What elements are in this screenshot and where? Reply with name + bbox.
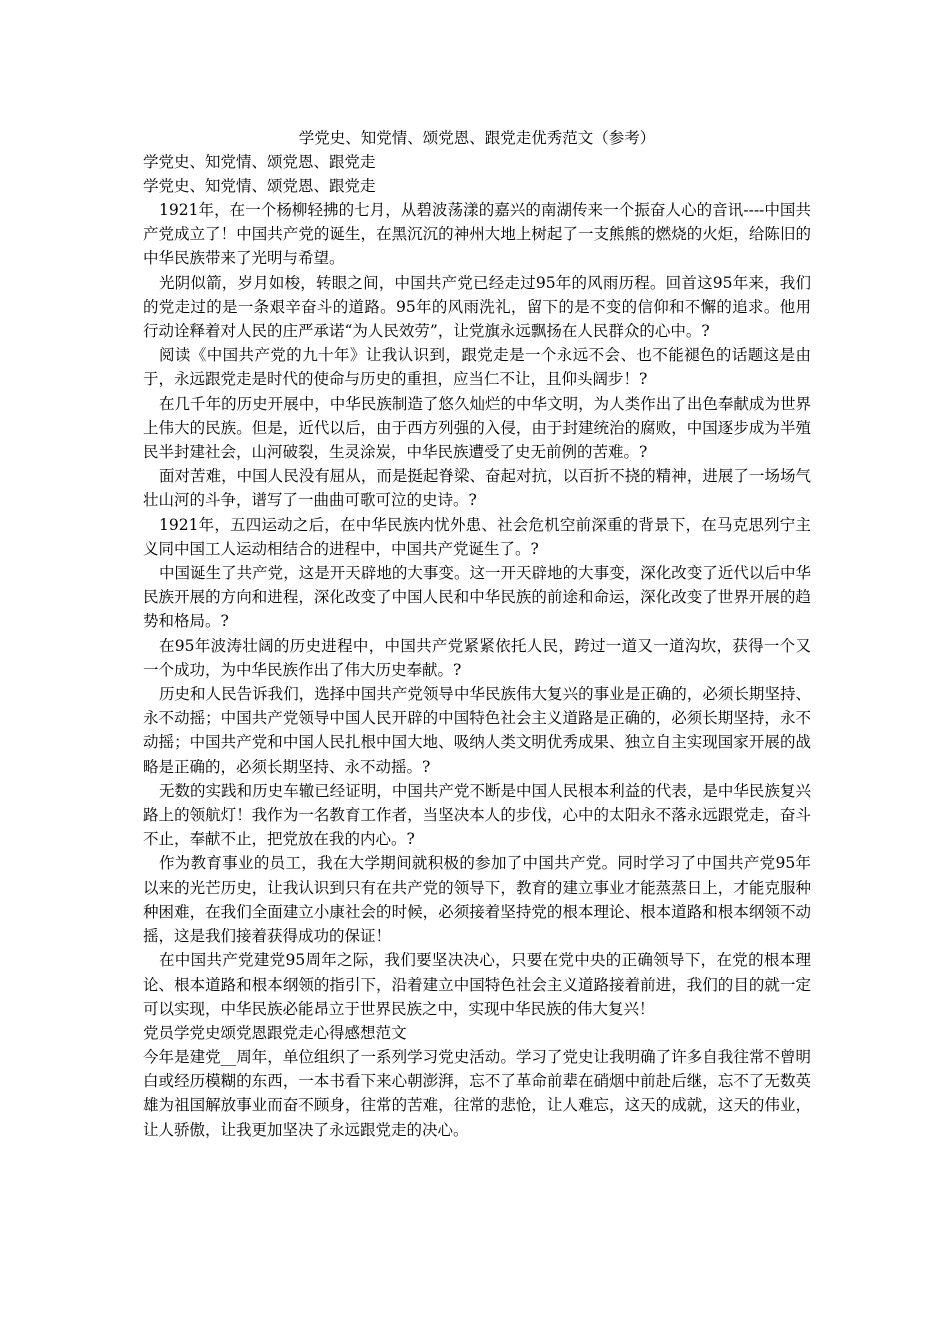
document-subtitle-1: 学党史、知党情、颂党恩、跟党走 bbox=[143, 153, 376, 171]
paragraph-10: 无数的实践和历史车辙已经证明，中国共产党不断是中国人民根本利益的代表，是中华民族复兴路上的领航灯！我作为一名教育工作者，当坚决本人的步伐，心中的太阳永不落永远跟党走，奋斗不止，奉献不止，把党放在我的内心。? bbox=[143, 781, 811, 849]
paragraph-7: 中国诞生了共产党，这是开天辟地的大事变。这一开天辟地的大事变，深化改变了近代以后中华民族开展的方向和进程，深化改变了中国人民和中华民族的前途和命运，深化改变了世界开展的趋势和格局。? bbox=[143, 564, 811, 631]
section-title: 党员学党史颂党恩跟党走心得感想范文 bbox=[143, 1023, 407, 1042]
document-page bbox=[143, 126, 811, 1142]
document-title: 学党史、知党情、颂党恩、跟党走优秀范文（参考） bbox=[298, 129, 656, 147]
document-subtitle-2: 学党史、知党情、颂党恩、跟党走 bbox=[143, 177, 376, 195]
paragraph-12: 在中国共产党建党95周年之际，我们要坚决决心，只要在党中央的正确领导下，在党的根本理论、根本道路和根本纲领的指引下，沿着建立中国特色社会主义道路接着前进，我们的目的就一定可以实现，中华民族必能昂立于世界民族之中，实现中华民族的伟大复兴！ bbox=[143, 951, 811, 1018]
paragraph-2: 光阴似箭，岁月如梭，转眼之间，中国共产党已经走过95年的风雨历程。回首这95年来，我们的党走过的是一条艰辛奋斗的道路。95年的风雨洗礼，留下的是不变的信仰和不懈的追求。他用行动诠释着对人民的庄严承诺“为人民效劳”，让党旗永远飘扬在人民群众的心中。? bbox=[143, 273, 811, 341]
paragraph-5: 面对苦难，中国人民没有屈从，而是挺起脊梁、奋起对抗，以百折不挠的精神，进展了一场场气壮山河的斗争，谱写了一曲曲可歌可泣的史诗。? bbox=[143, 467, 811, 510]
paragraph-1: 1921年，在一个杨柳轻拂的七月，从碧波荡漾的嘉兴的南湖传来一个振奋人心的音讯----中国共产党成立了！中国共产党的诞生，在黑沉沉的神州大地上树起了一支熊熊的燃烧的火炬，给陈旧的中华民族带来了光明与希望。 bbox=[143, 201, 811, 268]
paragraph-4: 在几千年的历史开展中，中华民族制造了悠久灿烂的中华文明，为人类作出了出色奉献成为世界上伟大的民族。但是，近代以后，由于西方列强的入侵，由于封建统治的腐败，中国逐步成为半殖民半封建社会，山河破裂，生灵涂炭，中华民族遭受了史无前例的苦难。? bbox=[143, 394, 811, 462]
paragraph-3: 阅读《中国共产党的九十年》让我认识到，跟党走是一个永远不会、也不能褪色的话题这是由于，永远跟党走是时代的使命与历史的重担，应当仁不让，且仰头阔步！? bbox=[143, 346, 811, 389]
paragraph-8: 在95年波涛壮阔的历史进程中，中国共产党紧紧依托人民，跨过一道又一道沟坎，获得一个又一个成功，为中华民族作出了伟大历史奉献。? bbox=[143, 636, 811, 679]
paragraph-11: 作为教育事业的员工，我在大学期间就积极的参加了中国共产党。同时学习了中国共产党95年以来的光芒历史，让我认识到只有在共产党的领导下，教育的建立事业才能蒸蒸日上，才能克服种种困难，在我们全面建立小康社会的时候，必须接着坚持党的根本理论、根本道路和根本纲领不动摇，这是我们接着获得成功的保证！ bbox=[143, 854, 811, 946]
paragraph-6: 1921年，五四运动之后，在中华民族内忧外患、社会危机空前深重的背景下，在马克思列宁主义同中国工人运动相结合的进程中，中国共产党诞生了。? bbox=[143, 515, 811, 558]
closing-paragraph: 今年是建党__周年，单位组织了一系列学习党史活动。学习了党史让我明确了许多自我往常不曾明白或经历模糊的东西，一本书看下来心朝澎湃，忘不了革命前辈在硝烟中前赴后继，忘不了无数英雄为祖国解放事业而奋不顾身，往常的苦难，往常的悲怆，让人难忘，这天的成就，这天的伟业，让人骄傲，让我更加坚决了永远跟党走的决心。 bbox=[143, 1047, 811, 1139]
paragraph-9: 历史和人民告诉我们，选择中国共产党领导中华民族伟大复兴的事业是正确的，必须长期坚持、永不动摇；中国共产党领导中国人民开辟的中国特色社会主义道路是正确的，必须长期坚持，永不动摇；中国共产党和中国人民扎根中国大地、吸纳人类文明优秀成果、独立自主实现国家开展的战略是正确的，必须长期坚持、永不动摇。? bbox=[143, 685, 811, 776]
